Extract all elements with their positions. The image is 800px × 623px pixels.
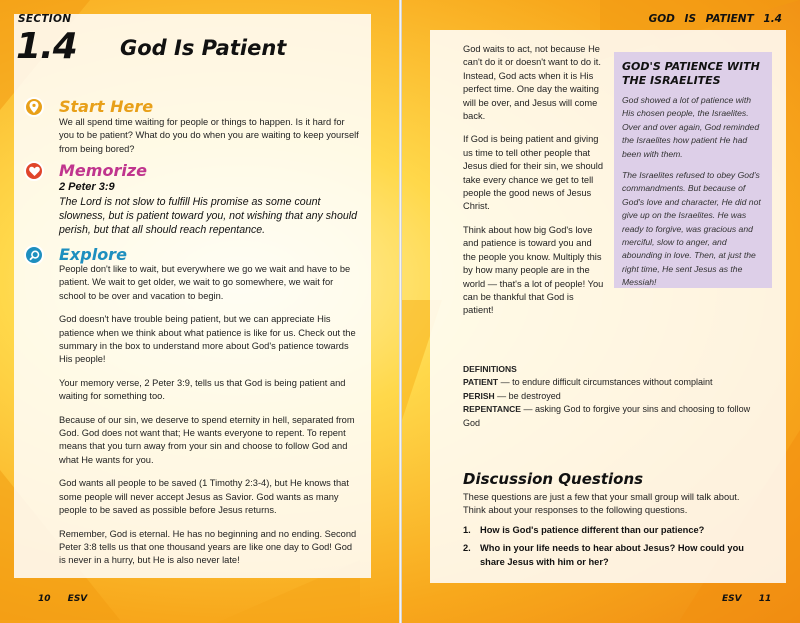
running-head-title: GOD IS PATIENT: [648, 13, 754, 25]
discussion-questions: [463, 524, 763, 574]
heart-icon: [24, 161, 44, 181]
discussion-intro: These questions are just a few that your small group will talk about. Think about your responses to the following questions.: [463, 492, 740, 516]
right-column-body: [463, 43, 605, 328]
discussion-title: Discussion Questions: [463, 470, 644, 488]
explore-heading: Explore: [59, 245, 127, 264]
question-number: 1.: [463, 525, 471, 535]
left-page-footer: [38, 594, 87, 604]
definition-text: — be destroyed: [497, 390, 561, 401]
explore-paragraph: Remember, God is eternal. He has no beginning and no ending. Second Peter 3:8 tells us that one thousand years are like one day to God! God is never in a hurry, but He is also never late!: [59, 528, 357, 566]
magnifier-icon: [24, 245, 44, 265]
definition-term: PERISH: [463, 390, 495, 401]
question-item: [463, 542, 763, 569]
explore-paragraph: People don't like to wait, but everywhere we go we wait and have to be patient. We wait to get older, we wait to go somewhere, we wait for school to be over and vacation to begin.: [59, 264, 351, 301]
sidebar-paragraph: The Israelites refused to obey God's commandments. But because of God's love and character, He did not give up on the Israelites. He was ready to forgive, was gracious and merciful, slow to anger, and abounding in love. Then, at just the right time, He sent Jesus as the Messiah!: [622, 170, 761, 288]
explore-paragraph: God doesn't have trouble being patient, but we can appreciate His patience when we think about what patience is like for us. Check out the summary in the box to understand more about God's patience towards His people!: [59, 314, 356, 365]
page-title: God Is Patient: [120, 36, 287, 60]
running-head-number: 1.4: [763, 13, 782, 25]
definition-text: — asking God to forgive your sins and choosing to follow God: [463, 404, 751, 428]
page-gutter: [399, 0, 402, 623]
start-here-heading: Start Here: [59, 97, 154, 116]
definitions-title: DEFINITIONS: [463, 364, 517, 374]
page-number: 10: [38, 594, 51, 604]
question-text: How is God's patience different than our patience?: [480, 525, 705, 535]
sidebar-body: [622, 94, 764, 290]
explore-body: [59, 263, 359, 578]
memory-verse: The Lord is not slow to fulfill His promise as some count slowness, but is patient toward you, not wishing that any should perish, but that all should reach repentance.: [59, 196, 357, 236]
column-paragraph: God waits to act, not because He can't do it or doesn't want to do it. Instead, God acts when it is His perfect time. One day the waiting will be over, and Jesus will come back.: [463, 44, 601, 122]
explore-paragraph: Because of our sin, we deserve to spend eternity in hell, separated from God. God does not want that; He wants everyone to repent. To repent means that you turn away from your sin and choose to follow God and what He wants for you.: [59, 414, 355, 465]
definition-term: REPENTANCE: [463, 404, 521, 415]
sidebar-title: GOD'S PATIENCE WITH THE ISRAELITES: [622, 60, 760, 87]
verse-reference: 2 Peter 3:9: [59, 181, 115, 193]
definition-text: — to endure difficult circumstances without complaint: [500, 377, 713, 388]
location-pin-icon: [24, 97, 44, 117]
bible-version: ESV: [722, 594, 742, 604]
start-here-text: We all spend time waiting for people or things to happen. Is it hard for you to be patient? What do you do when you are waiting to keep yourself from being bored?: [59, 117, 359, 154]
definition-item: [463, 376, 763, 389]
question-number: 2.: [463, 543, 471, 554]
definitions: [463, 363, 763, 430]
section-label: SECTION: [18, 13, 72, 25]
definition-item: [463, 390, 763, 403]
sidebar-paragraph: God showed a lot of patience with His chosen people, the Israelites. Over and over again, God reminded the Israelites how patient He had been with them.: [622, 95, 760, 159]
section-number: 1.4: [16, 26, 77, 67]
bible-version: ESV: [67, 594, 88, 604]
explore-paragraph: God wants all people to be saved (1 Timothy 2:3-4), but He knows that some people will never accept Jesus as Savior. God wants as many people to be saved as possible before Jesus returns.: [59, 478, 349, 516]
explore-paragraph: Your memory verse, 2 Peter 3:9, tells us that God is being patient and waiting for something too.: [59, 377, 346, 402]
definition-item: [463, 403, 763, 430]
sidebar-box: [614, 52, 772, 288]
column-paragraph: Think about how big God's love and patience is toward you and the people you know. Multiply this by how many people are in the world — that's a lot of people! You can be thankful that God is patient!: [463, 224, 604, 316]
question-item: [463, 524, 763, 537]
question-text: Who in your life needs to hear about Jesus? How could you share Jesus with him or her?: [480, 543, 744, 567]
memorize-heading: Memorize: [59, 161, 147, 180]
column-paragraph: If God is being patient and giving us time to tell other people that Jesus died for their sin, we should take every chance we get to tell people the good news of Jesus Christ.: [463, 134, 604, 212]
page-number: 11: [758, 594, 772, 604]
running-head: [649, 13, 782, 25]
definition-term: PATIENT: [463, 377, 499, 388]
right-page-footer: [722, 594, 771, 604]
